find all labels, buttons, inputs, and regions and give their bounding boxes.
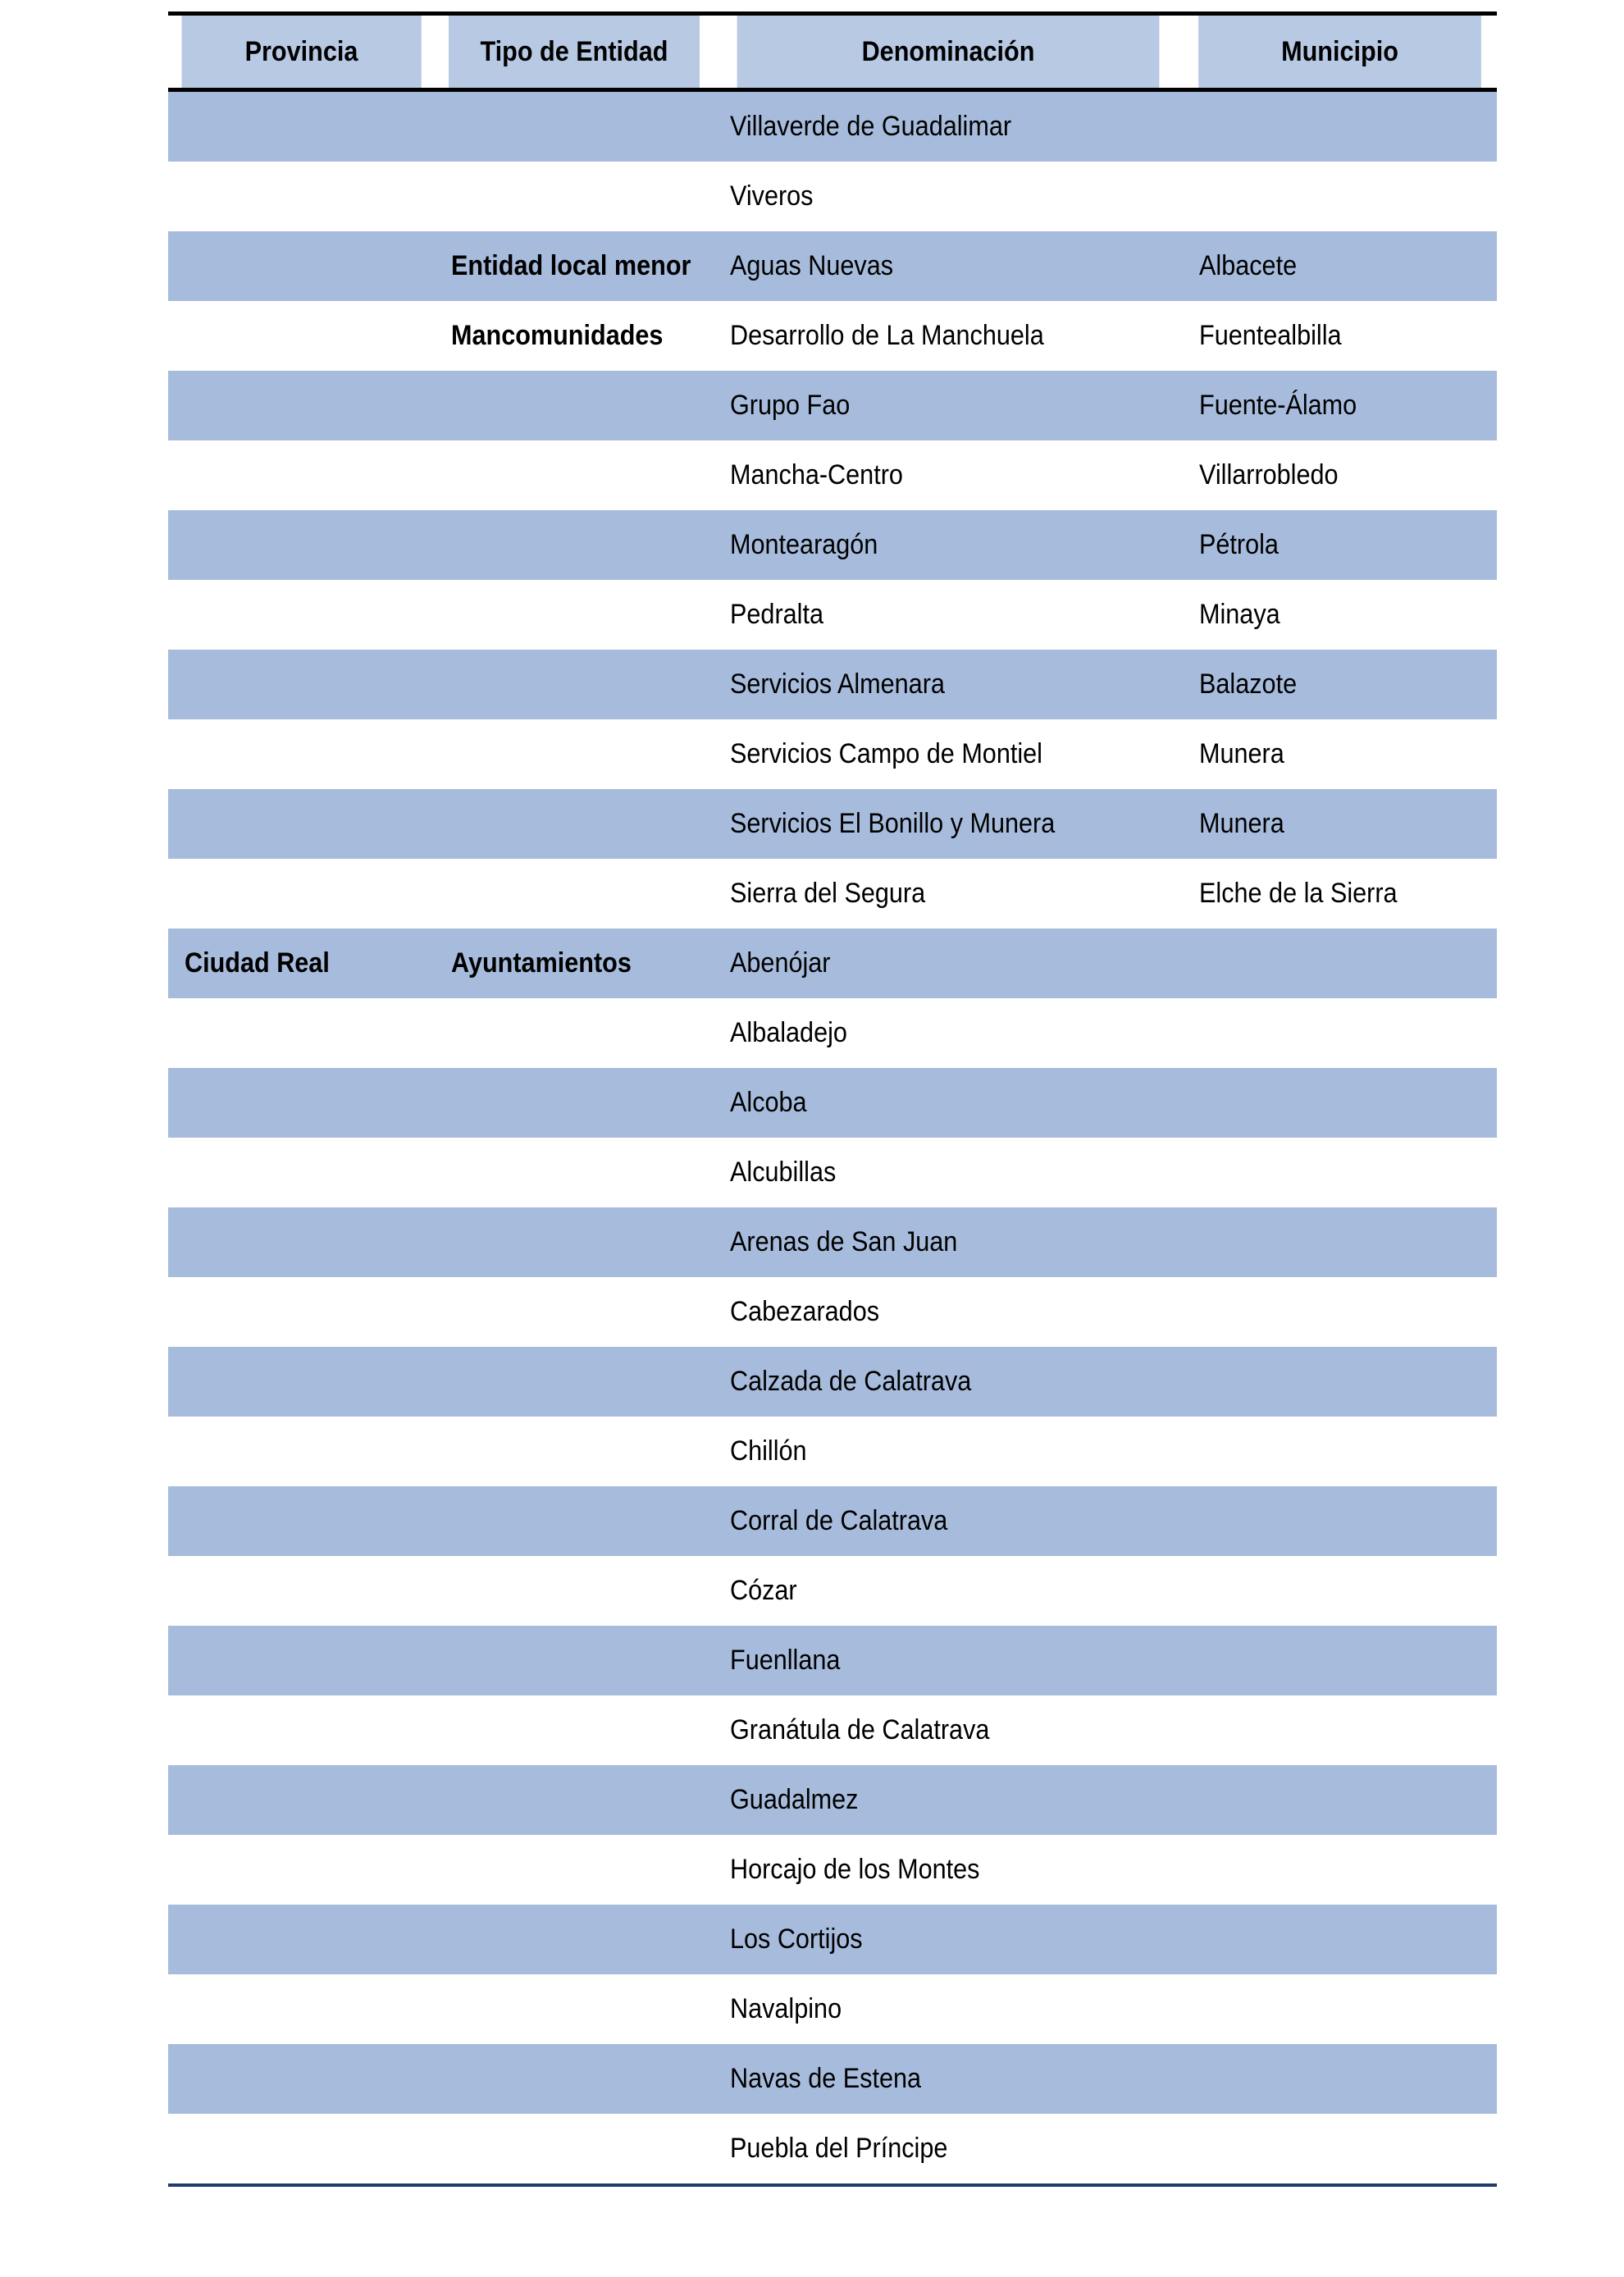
table-row <box>168 1068 1497 1138</box>
cell-denominacion-text: Alcoba <box>730 1087 807 1118</box>
cell-provincia <box>168 510 435 580</box>
cell-denominacion-text: Servicios El Bonillo y Munera <box>730 808 1056 839</box>
cell-tipo-entidad <box>435 789 714 859</box>
cell-tipo-entidad <box>435 2044 714 2114</box>
cell-municipio <box>1183 1207 1497 1277</box>
table-row <box>168 1207 1497 1277</box>
cell-denominacion <box>714 2114 1183 2185</box>
cell-denominacion-text: Montearagón <box>730 529 878 560</box>
cell-denominacion <box>714 1974 1183 2044</box>
cell-provincia <box>168 1626 435 1695</box>
header-denominacion: Denominación <box>737 14 1160 90</box>
cell-tipo-entidad <box>435 1277 714 1347</box>
cell-municipio <box>1183 2114 1497 2185</box>
cell-denominacion <box>714 1068 1183 1138</box>
cell-provincia <box>168 1974 435 2044</box>
cell-municipio <box>1183 371 1497 440</box>
cell-tipo-entidad <box>435 1556 714 1626</box>
cell-tipo-entidad <box>435 440 714 510</box>
cell-tipo-entidad <box>435 510 714 580</box>
table-row <box>168 1905 1497 1974</box>
cell-municipio <box>1183 440 1497 510</box>
cell-provincia <box>168 1556 435 1626</box>
cell-municipio <box>1183 301 1497 371</box>
cell-denominacion-text: Los Cortijos <box>730 1923 863 1955</box>
cell-provincia-text: Ciudad Real <box>185 947 330 979</box>
cell-tipo-entidad <box>435 231 714 301</box>
table-row <box>168 1765 1497 1835</box>
cell-provincia <box>168 650 435 719</box>
cell-denominacion <box>714 90 1183 162</box>
cell-provincia <box>168 580 435 650</box>
cell-denominacion-text: Navas de Estena <box>730 2063 922 2094</box>
cell-tipo-entidad-text: Ayuntamientos <box>451 947 632 979</box>
cell-denominacion <box>714 929 1183 998</box>
table-row <box>168 1138 1497 1207</box>
cell-denominacion-text: Albaladejo <box>730 1017 847 1048</box>
cell-municipio <box>1183 1765 1497 1835</box>
cell-denominacion-text: Horcajo de los Montes <box>730 1854 980 1885</box>
cell-denominacion <box>714 859 1183 929</box>
table-row <box>168 90 1497 162</box>
table-row <box>168 1974 1497 2044</box>
cell-denominacion <box>714 998 1183 1068</box>
cell-denominacion <box>714 2044 1183 2114</box>
table-row <box>168 650 1497 719</box>
cell-denominacion <box>714 1347 1183 1417</box>
cell-tipo-entidad <box>435 1068 714 1138</box>
cell-municipio <box>1183 929 1497 998</box>
cell-municipio <box>1183 1974 1497 2044</box>
cell-denominacion <box>714 1626 1183 1695</box>
cell-tipo-entidad-text: Mancomunidades <box>451 320 664 351</box>
cell-tipo-entidad <box>435 1695 714 1765</box>
table-row <box>168 580 1497 650</box>
cell-tipo-entidad <box>435 90 714 162</box>
cell-municipio-text: Fuentealbilla <box>1199 320 1342 351</box>
cell-municipio <box>1183 719 1497 789</box>
cell-denominacion-text: Cózar <box>730 1575 797 1606</box>
cell-municipio <box>1183 789 1497 859</box>
table-row <box>168 1277 1497 1347</box>
cell-provincia <box>168 1486 435 1556</box>
cell-municipio <box>1183 231 1497 301</box>
cell-provincia <box>168 301 435 371</box>
cell-denominacion-text: Servicios Almenara <box>730 668 945 700</box>
cell-denominacion-text: Puebla del Príncipe <box>730 2133 948 2164</box>
table-row <box>168 1626 1497 1695</box>
cell-provincia <box>168 1905 435 1974</box>
cell-denominacion-text: Arenas de San Juan <box>730 1226 958 1257</box>
cell-denominacion <box>714 1417 1183 1486</box>
cell-municipio <box>1183 1277 1497 1347</box>
cell-tipo-entidad <box>435 1974 714 2044</box>
cell-provincia <box>168 90 435 162</box>
cell-provincia <box>168 1765 435 1835</box>
cell-denominacion-text: Sierra del Segura <box>730 878 926 909</box>
cell-tipo-entidad <box>435 998 714 1068</box>
cell-municipio <box>1183 2044 1497 2114</box>
cell-denominacion-text: Fuenllana <box>730 1645 841 1676</box>
table-row <box>168 859 1497 929</box>
cell-denominacion <box>714 231 1183 301</box>
cell-denominacion <box>714 1277 1183 1347</box>
cell-denominacion-text: Guadalmez <box>730 1784 859 1815</box>
cell-denominacion <box>714 301 1183 371</box>
cell-denominacion-text: Pedralta <box>730 599 823 630</box>
table-row <box>168 789 1497 859</box>
cell-tipo-entidad <box>435 1347 714 1417</box>
cell-municipio-text: Pétrola <box>1199 529 1279 560</box>
cell-tipo-entidad <box>435 1765 714 1835</box>
cell-municipio-text: Munera <box>1199 738 1284 769</box>
cell-municipio-text: Minaya <box>1199 599 1280 630</box>
cell-provincia <box>168 1835 435 1905</box>
header-tipo-entidad: Tipo de Entidad <box>449 14 700 90</box>
table-row <box>168 1835 1497 1905</box>
cell-provincia <box>168 929 435 998</box>
cell-municipio-text: Villarrobledo <box>1199 459 1339 491</box>
cell-municipio <box>1183 580 1497 650</box>
cell-denominacion <box>714 1765 1183 1835</box>
cell-municipio-text: Elche de la Sierra <box>1199 878 1398 909</box>
cell-denominacion <box>714 1905 1183 1974</box>
table-row <box>168 1695 1497 1765</box>
cell-municipio <box>1183 1905 1497 1974</box>
cell-provincia <box>168 2044 435 2114</box>
cell-tipo-entidad <box>435 162 714 231</box>
cell-provincia <box>168 231 435 301</box>
cell-tipo-entidad <box>435 580 714 650</box>
table-row <box>168 440 1497 510</box>
table-row <box>168 231 1497 301</box>
cell-municipio-text: Balazote <box>1199 668 1298 700</box>
cell-provincia <box>168 1207 435 1277</box>
cell-tipo-entidad <box>435 2114 714 2185</box>
table-row <box>168 1417 1497 1486</box>
cell-tipo-entidad <box>435 1486 714 1556</box>
cell-denominacion-text: Aguas Nuevas <box>730 250 894 281</box>
cell-denominacion-text: Servicios Campo de Montiel <box>730 738 1042 769</box>
cell-municipio <box>1183 1417 1497 1486</box>
cell-tipo-entidad <box>435 1207 714 1277</box>
header-municipio: Municipio <box>1198 14 1481 90</box>
cell-municipio <box>1183 162 1497 231</box>
cell-municipio-text: Fuente-Álamo <box>1199 390 1357 421</box>
cell-denominacion <box>714 440 1183 510</box>
cell-denominacion-text: Desarrollo de La Manchuela <box>730 320 1044 351</box>
cell-municipio <box>1183 1626 1497 1695</box>
cell-municipio <box>1183 90 1497 162</box>
cell-municipio-text: Munera <box>1199 808 1284 839</box>
cell-denominacion-text: Chillón <box>730 1435 807 1467</box>
cell-denominacion-text: Alcubillas <box>730 1157 837 1188</box>
cell-municipio <box>1183 1486 1497 1556</box>
cell-denominacion <box>714 1138 1183 1207</box>
table-row <box>168 1347 1497 1417</box>
cell-denominacion-text: Mancha-Centro <box>730 459 903 491</box>
cell-municipio <box>1183 1556 1497 1626</box>
cell-tipo-entidad <box>435 1835 714 1905</box>
cell-tipo-entidad <box>435 301 714 371</box>
cell-municipio <box>1183 859 1497 929</box>
table-row <box>168 2044 1497 2114</box>
cell-denominacion <box>714 1695 1183 1765</box>
cell-denominacion-text: Viveros <box>730 180 814 212</box>
cell-tipo-entidad <box>435 719 714 789</box>
cell-provincia <box>168 1695 435 1765</box>
cell-tipo-entidad-text: Entidad local menor <box>451 250 691 281</box>
cell-tipo-entidad <box>435 859 714 929</box>
table-row <box>168 1486 1497 1556</box>
cell-provincia <box>168 998 435 1068</box>
cell-provincia <box>168 789 435 859</box>
cell-provincia <box>168 440 435 510</box>
table-row <box>168 301 1497 371</box>
table-row <box>168 371 1497 440</box>
cell-municipio <box>1183 1835 1497 1905</box>
cell-tipo-entidad <box>435 929 714 998</box>
cell-denominacion <box>714 1835 1183 1905</box>
cell-denominacion-text: Abenójar <box>730 947 831 979</box>
table-row <box>168 719 1497 789</box>
cell-provincia <box>168 1417 435 1486</box>
table-row <box>168 2114 1497 2185</box>
cell-denominacion <box>714 580 1183 650</box>
cell-municipio <box>1183 1695 1497 1765</box>
table-row <box>168 1556 1497 1626</box>
cell-municipio <box>1183 650 1497 719</box>
table-row <box>168 998 1497 1068</box>
cell-denominacion <box>714 371 1183 440</box>
cell-provincia <box>168 2114 435 2185</box>
cell-denominacion <box>714 1556 1183 1626</box>
cell-tipo-entidad <box>435 1905 714 1974</box>
cell-provincia <box>168 1138 435 1207</box>
cell-denominacion <box>714 510 1183 580</box>
cell-provincia <box>168 1068 435 1138</box>
cell-tipo-entidad <box>435 650 714 719</box>
cell-tipo-entidad <box>435 1138 714 1207</box>
entities-table <box>168 11 1497 2187</box>
cell-provincia <box>168 1347 435 1417</box>
cell-denominacion-text: Calzada de Calatrava <box>730 1366 972 1397</box>
cell-provincia <box>168 1277 435 1347</box>
cell-denominacion-text: Villaverde de Guadalimar <box>730 111 1012 142</box>
cell-municipio-text: Albacete <box>1199 250 1298 281</box>
cell-denominacion-text: Navalpino <box>730 1993 842 2024</box>
cell-denominacion-text: Grupo Fao <box>730 390 851 421</box>
cell-denominacion <box>714 1486 1183 1556</box>
cell-provincia <box>168 162 435 231</box>
cell-municipio <box>1183 998 1497 1068</box>
cell-denominacion <box>714 162 1183 231</box>
cell-denominacion <box>714 650 1183 719</box>
cell-denominacion-text: Cabezarados <box>730 1296 880 1327</box>
table-row <box>168 510 1497 580</box>
cell-provincia <box>168 859 435 929</box>
cell-tipo-entidad <box>435 1417 714 1486</box>
table-header <box>168 14 1497 90</box>
cell-denominacion <box>714 789 1183 859</box>
entities-table-container <box>168 11 1497 2187</box>
table-row <box>168 929 1497 998</box>
cell-tipo-entidad <box>435 1626 714 1695</box>
cell-denominacion <box>714 719 1183 789</box>
table-body <box>168 90 1497 2186</box>
cell-denominacion-text: Granátula de Calatrava <box>730 1714 990 1745</box>
cell-provincia <box>168 719 435 789</box>
header-provincia: Provincia <box>181 14 422 90</box>
cell-tipo-entidad <box>435 371 714 440</box>
cell-municipio <box>1183 510 1497 580</box>
header-row <box>168 14 1497 90</box>
cell-denominacion <box>714 1207 1183 1277</box>
table-row <box>168 162 1497 231</box>
cell-municipio <box>1183 1138 1497 1207</box>
cell-municipio <box>1183 1347 1497 1417</box>
cell-denominacion-text: Corral de Calatrava <box>730 1505 948 1536</box>
cell-municipio <box>1183 1068 1497 1138</box>
cell-provincia <box>168 371 435 440</box>
